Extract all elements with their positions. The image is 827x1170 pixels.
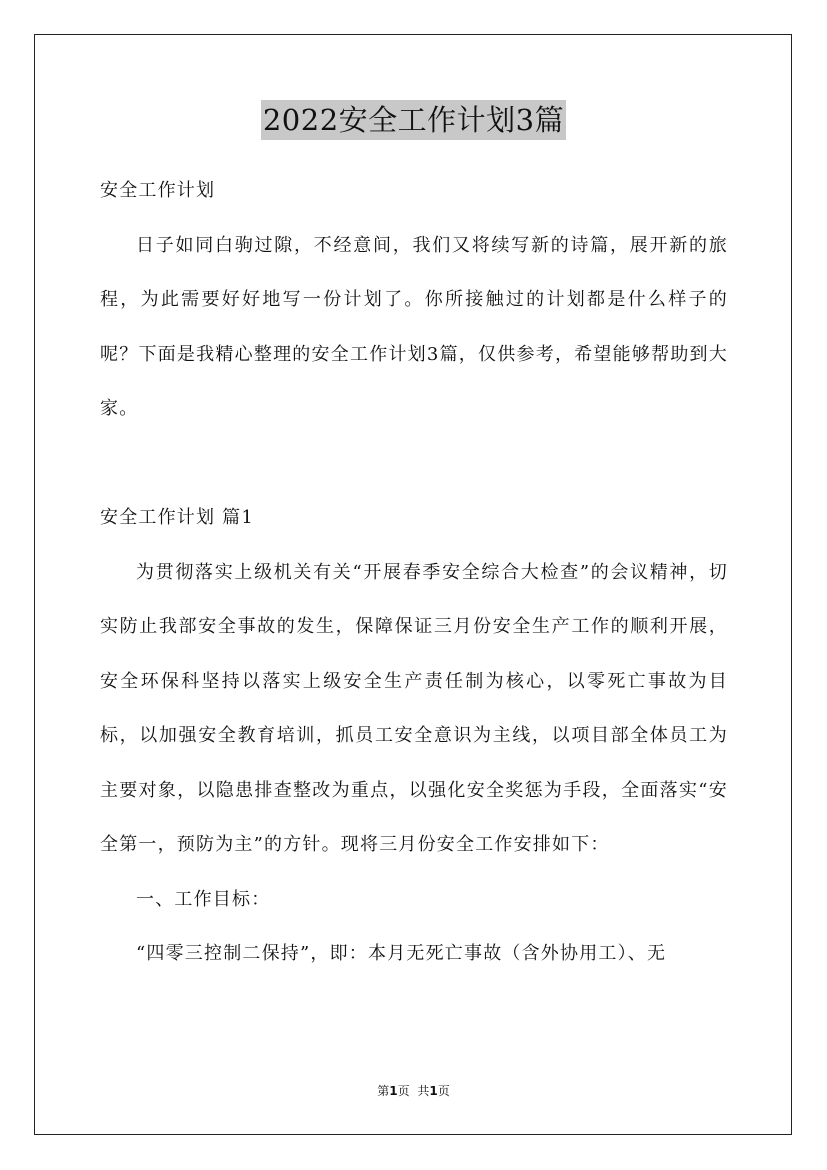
page-number: 1 xyxy=(389,1084,398,1098)
section-intro xyxy=(100,164,728,437)
body-paragraph: “四零三控制二保持”，即：本月无死亡事故（含外协用工）、无 xyxy=(136,943,667,964)
section-heading: 安全工作计划 篇1 xyxy=(100,507,254,528)
section-heading: 安全工作计划 xyxy=(100,180,216,201)
intro-paragraph: 日子如同白驹过隙，不经意间，我们又将续写新的诗篇，展开新的旅程，为此需要好好地写一份计划了。你所接触过的计划都是什么样子的呢？下面是我精心整理的安全工作计划3篇，仅供参考，希望能够帮助到大家。 xyxy=(100,234,728,419)
body-paragraph: 为贯彻落实上级机关有关“开展春季安全综合大检查”的会议精神，切实防止我部安全事故的发生，保障保证三月份安全生产工作的顺利开展，安全环保科坚持以落实上级安全生产责任制为核心，以零死亡事故为目标，以加强安全教育培训，抓员工安全意识为主线，以项目部全体员工为主要对象，以隐患排查整改为重点，以强化安全奖惩为手段，全面落实“安全第一，预防为主”的方针。现将三月份安全工作安排如下： xyxy=(100,561,728,855)
title-container xyxy=(0,100,827,140)
total-pages: 1 xyxy=(429,1084,438,1098)
document-title: 2022安全工作计划3篇 xyxy=(261,100,566,140)
section-one xyxy=(100,491,728,982)
subheading: 一、工作目标： xyxy=(136,888,271,910)
page-footer: 第1页 共1页 xyxy=(377,1084,450,1098)
